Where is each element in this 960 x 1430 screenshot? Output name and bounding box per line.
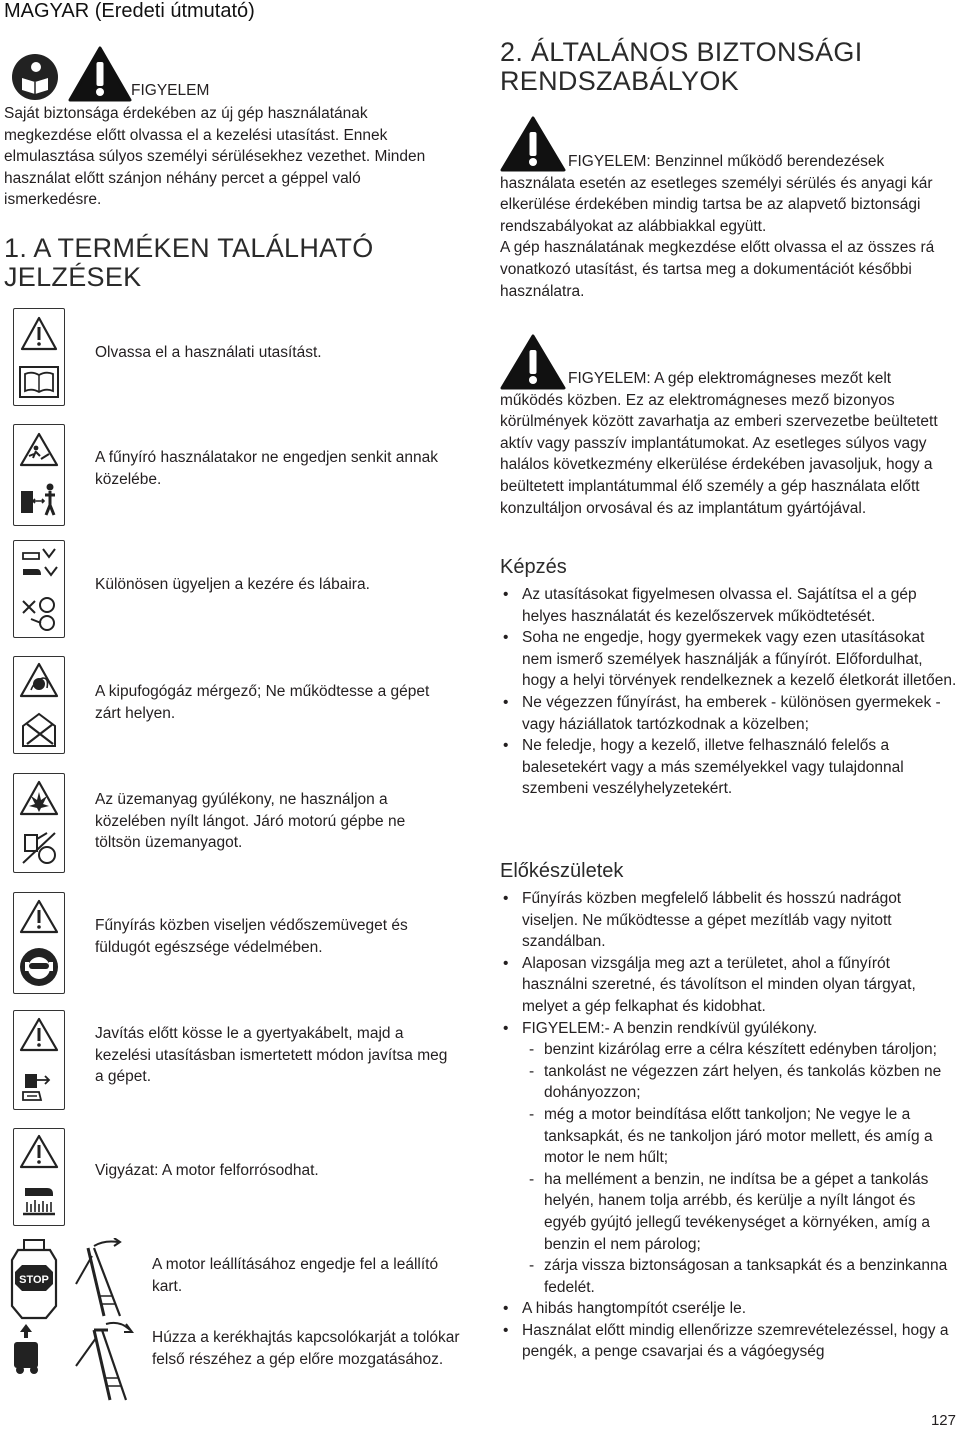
warning-2-label: FIGYELEM: (568, 370, 651, 387)
mower-handle-release-icon (64, 1238, 146, 1325)
rotating-blade-icon (19, 593, 59, 633)
warning-1-block (500, 151, 950, 302)
prep-item: • Fűnyírás közben megfelelő lábbelit és hosszú nadrágot viseljen. Ne működtesse a gépet mezítláb vagy nyitott szandálban. (500, 888, 958, 953)
book-icon (19, 366, 59, 398)
page-number: 127 (930, 1412, 956, 1429)
page-title: MAGYAR (Eredeti útmutató) (4, 0, 255, 22)
read-manual-symbol (13, 308, 65, 406)
warning-triangle-icon (20, 316, 58, 352)
protective-gear-icon (18, 946, 60, 988)
symbol-text-8: Vigyázat: A motor felforrósodhat. (95, 1162, 319, 1179)
training-item: • Soha ne engedje, hogy gyermekek vagy ezen utasításokat nem ismerő személyek használják a fűnyírót. Előfordulhat, hogy a helyi törvények rendelkeznek a kezelő életkorát illetően. (500, 627, 958, 692)
symbol-text-2: A fűnyíró használatakor ne engedjen senkit annak közelébe. (95, 449, 438, 488)
maintenance-symbol (13, 1010, 65, 1110)
symbol-text-4: A kipufogógáz mérgező; Ne működtesse a gépet zárt helyen. (95, 683, 430, 722)
prep-sub-item: - zárja vissza biztonságosan a tanksapkát és a benzinkanna fedelét. (500, 1255, 958, 1298)
section-1-title: 1. A TERMÉKEN TALÁLHATÓ JELZÉSEK (4, 233, 374, 292)
prep-sub-item: - benzint kizárólag erre a célra készített edényben tároljon; (500, 1039, 958, 1061)
symbol-text-1: Olvassa el a használati utasítást. (95, 344, 322, 361)
prep-sub-item: - tankolást ne végezzen zárt helyen, és tankolás közben ne dohányozzon; (500, 1061, 958, 1104)
no-refuel-running-icon (19, 829, 59, 867)
training-list (500, 584, 958, 800)
fire-icon (19, 780, 59, 818)
keep-away-symbol (13, 424, 65, 526)
warning-triangle-icon (19, 1017, 59, 1053)
prep-item: • A hibás hangtompítót cserélje le. (500, 1298, 958, 1320)
warning-label: FIGYELEM (131, 82, 210, 99)
eye-ear-protection-symbol (13, 892, 65, 994)
warning-triangle-icon (19, 1134, 59, 1170)
warning-1-label: FIGYELEM: (568, 153, 651, 170)
training-item: • Ne feledje, hogy a kezelő, illetve felhasználó felelős a balesetekért vagy a más személyekkel vagy tulajdonnal szembeni veszélyhelyzetekért. (500, 735, 958, 800)
no-closed-space-icon (19, 710, 59, 748)
symbol-text-3: Különösen ügyeljen a kezére és lábaira. (95, 576, 370, 593)
symbol-text-10: Húzza a kerékhajtás kapcsolókarját a tolókar felső részéhez a gép előre mozgatásához. (152, 1329, 460, 1368)
hot-surface-icon (19, 1180, 59, 1220)
symbol-text-6: Fűnyírás közben viseljen védőszemüveget és füldugót egészsége védelmében. (95, 917, 408, 956)
training-item: • Az utasításokat figyelmesen olvassa el. Sajátítsa el a gép helyes használatát és kezelőszervek működtetését. (500, 584, 958, 627)
hands-feet-symbol (13, 540, 65, 638)
read-manual-icon (12, 54, 58, 100)
thrown-objects-icon (19, 432, 59, 468)
training-item: • Ne végezzen fűnyírást, ha emberek - különösen gyermekek - vagy háziállatok tartózkodnak a közelben; (500, 692, 958, 735)
exhaust-symbol (13, 656, 65, 754)
warning-2-block (500, 368, 956, 519)
section-2-title: 2. ÁLTALÁNOS BIZTONSÁGI RENDSZABÁLYOK (500, 37, 863, 96)
symbol-text-9: A motor leállításához engedje fel a leállító kart. (152, 1256, 439, 1295)
toxic-fumes-icon (19, 662, 59, 700)
warning-triangle-icon (19, 899, 59, 935)
spark-plug-icon (19, 1064, 59, 1104)
person-distance-icon (19, 481, 59, 519)
training-title: Képzés (500, 556, 567, 578)
warning-1-text: Benzinnel működő berendezések használata esetén az esetleges személyi sérülés és anyagi kár elkerülése érdekében mindig tartsa be az alapvető biztonsági rendszabályokat az alábbiakkal együtt. (500, 153, 933, 235)
warning-1-text-2: A gép használatának megkezdése előtt olvassa el az összes rá vonatkozó utasítást, és tartsa meg a dokumentációt későbbi használatra. (500, 239, 935, 300)
mower-drive-handle-icon (64, 1318, 146, 1407)
intro-text: Saját biztonsága érdekében az új gép használatának megkezdése előtt olvassa el a kezelési utasítást. Ennek elmulasztása súlyos személyi sérülésekhez vezethet. Minden használat előtt szánjon néhány percet a géppel való ismerkedésre. (4, 105, 426, 209)
prep-item: • Alaposan vizsgálja meg azt a területet, ahol a fűnyírót használni szeretné, és távolítson el minden olyan tárgyat, melyet a gép felkaphat és kidobhat. (500, 953, 958, 1018)
prep-sub-item: - ha mellément a benzin, ne indítsa be a gépet a tankolás helyén, hanem tolja arrébb, és kerülje a nyílt lángot és egyéb gyújtó jellegű tevékenységet a környéken, amíg a benzin el nem párolog; (500, 1169, 958, 1255)
symbol-text-5: Az üzemanyag gyúlékony, ne használjon a közelében nyílt lángot. Járó motorú gépbe ne töltsön üzemanyagot. (95, 791, 406, 852)
hand-foot-blade-icon (19, 545, 59, 585)
flammable-symbol (13, 773, 65, 873)
prep-sub-item: - még a motor beindítása előtt tankoljon; Ne vegye le a tanksapkát, és ne tankoljon járó motor mellett, és amíg a motor le nem hűlt; (500, 1104, 958, 1169)
hot-surface-symbol (13, 1128, 65, 1226)
drive-lever-symbol (8, 1320, 44, 1381)
warning-2-text: A gép elektromágneses mezőt kelt működés közben. Ez az elektromágneses mező bizonyos körülmények között zavarhatja az emberi szervezetbe beültetett aktív vagy passzív implantátumokat. Az esetleges súlyos vagy halálos következmény elkerülése érdekében javasoljuk, hogy a beültetett implantátummal élő személy a gép használata előtt konzultáljon orvosával és az implantátum gyártójával. (500, 370, 938, 517)
prep-title: Előkészületek (500, 860, 624, 882)
prep-item: • FIGYELEM:- A benzin rendkívül gyúlékony. (500, 1018, 958, 1040)
warning-triangle-icon (68, 46, 132, 107)
prep-list (500, 888, 958, 1363)
prep-item: • Használat előtt mindig ellenőrizze szemrevételezéssel, hogy a pengék, a penge csavarjai és a vágóegység (500, 1320, 958, 1363)
stop-label: STOP (19, 1274, 49, 1286)
symbol-text-7: Javítás előtt kösse le a gyertyakábelt, majd a kezelési utasításban ismertetett módon javítsa meg a gépet. (95, 1025, 448, 1086)
